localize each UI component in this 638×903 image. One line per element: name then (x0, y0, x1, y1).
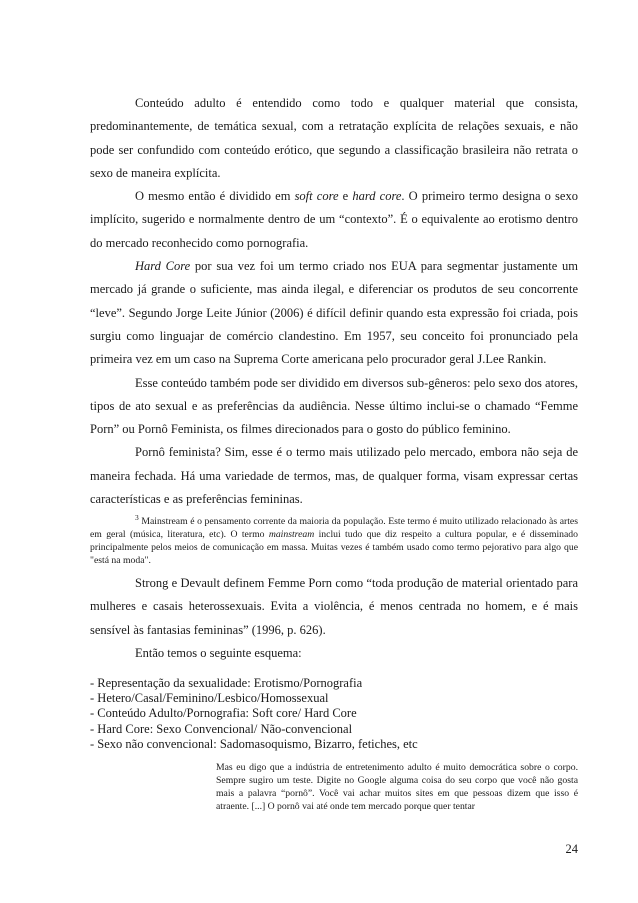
footnote-text: inclui tudo que diz respeito a cultura popular, e é disseminado principalmente pelos meios de comunicação em massa. Muitas vezes é também usado como termo pejorativo para algo que "está na moda". (90, 529, 578, 566)
block-quote: Mas eu digo que a indústria de entretenimento adulto é muito democrática sobre o corpo. Sempre sugiro um teste. Digite no Google alguma coisa do seu corpo que você não gosta mais a palavra “pornô”. Você vai achar muitos sites em que pessoas dizem que isso é atraente. [...] O pornô vai até onde tem mercado porque quer tentar (216, 762, 578, 812)
paragraph-porno-feminista: Pornô feminista? Sim, esse é o termo mais utilizado pelo mercado, embora não seja de maneira fechada. Há uma variedade de termos, mas, de qualquer forma, visam expressar certas características e as preferências femininas. (90, 445, 578, 507)
paragraph-subgeneros: Esse conteúdo também pode ser dividido em diversos sub-gêneros: pelo sexo dos atores, tipos de ato sexual e as preferências da audiência. Nesse último inclui-se o chamado “Femme Porn” ou Pornô Feminista, os filmes direcionados para o gosto do público feminino. (90, 375, 578, 437)
page-number: 24 (565, 842, 578, 856)
footnote-text: Mainstream é o pensamento corrente da maioria da população. Este termo é muito utilizado relacionado às artes em geral (música, literatura, etc). O termo (90, 516, 578, 541)
italic-term-hard-core: hard core (352, 189, 402, 204)
paragraph-text: . O primeiro termo designa o sexo implícito, sugerido e normalmente dentro de um “contexto”. É o equivalente ao erotismo dentro do mercado reconhecido como pornografia. (90, 189, 578, 250)
scheme-list (90, 676, 578, 752)
paragraph-text: O mesmo então é dividido em (135, 189, 295, 204)
paragraph-text: por sua vez foi um termo criado nos EUA para segmentar justamente um mercado já grande o suficiente, mas ainda ilegal, e diferenciar os produtos de seu concorrente “leve”. Segundo Jorge Leite Júnior (2006) é difícil definir quando esta expressão foi criada, pois surgiu como linguajar de comércio clandestino. Em 1957, seu conceito foi pronunciado pela primeira vez em um caso na Suprema Corte americana pelo procurador geral J.Lee Rankin. (90, 259, 578, 367)
italic-term-soft-core: soft core (294, 189, 339, 204)
footnote-italic-term: mainstream (268, 529, 315, 541)
body-text-bottom (90, 572, 578, 665)
paragraph-esquema: Então temos o seguinte esquema: (135, 645, 302, 660)
footnote (90, 512, 578, 567)
footnote-marker (90, 512, 139, 529)
body-text-top (90, 92, 578, 511)
paragraph-hard-core (90, 255, 578, 371)
list-item: - Hard Core: Sexo Convencional/ Não-convencional (90, 721, 353, 736)
paragraph-strong-devault: Strong e Devault definem Femme Porn como “toda produção de material orientado para mulheres e casais heterossexuais. Evita a violência, é menos centrada no homem, e é mais sensível às fantasias femininas” (1996, p. 626). (90, 576, 578, 637)
italic-term-hard-core-title: Hard Core (135, 259, 191, 274)
list-item: - Sexo não convencional: Sadomasoquismo, Bizarro, fetiches, etc (90, 736, 418, 751)
footnote-number: 3 (135, 513, 139, 522)
paragraph-conteudo-adulto: Conteúdo adulto é entendido como todo e qualquer material que consista, predominantemente, de temática sexual, com a retratação explícita de relações sexuais, e não pode ser confundido com conteúdo erótico, que segundo a classificação brasileira não retrata o sexo de maneira explícita. (90, 96, 578, 180)
paragraph-soft-hard-core (90, 185, 578, 255)
paragraph-text: e (338, 189, 353, 204)
list-item: - Representação da sexualidade: Erotismo/Pornografia (90, 676, 363, 690)
list-item: - Hetero/Casal/Feminino/Lesbico/Homossexual (90, 691, 329, 706)
list-item: - Conteúdo Adulto/Pornografia: Soft core/ Hard Core (90, 706, 357, 721)
